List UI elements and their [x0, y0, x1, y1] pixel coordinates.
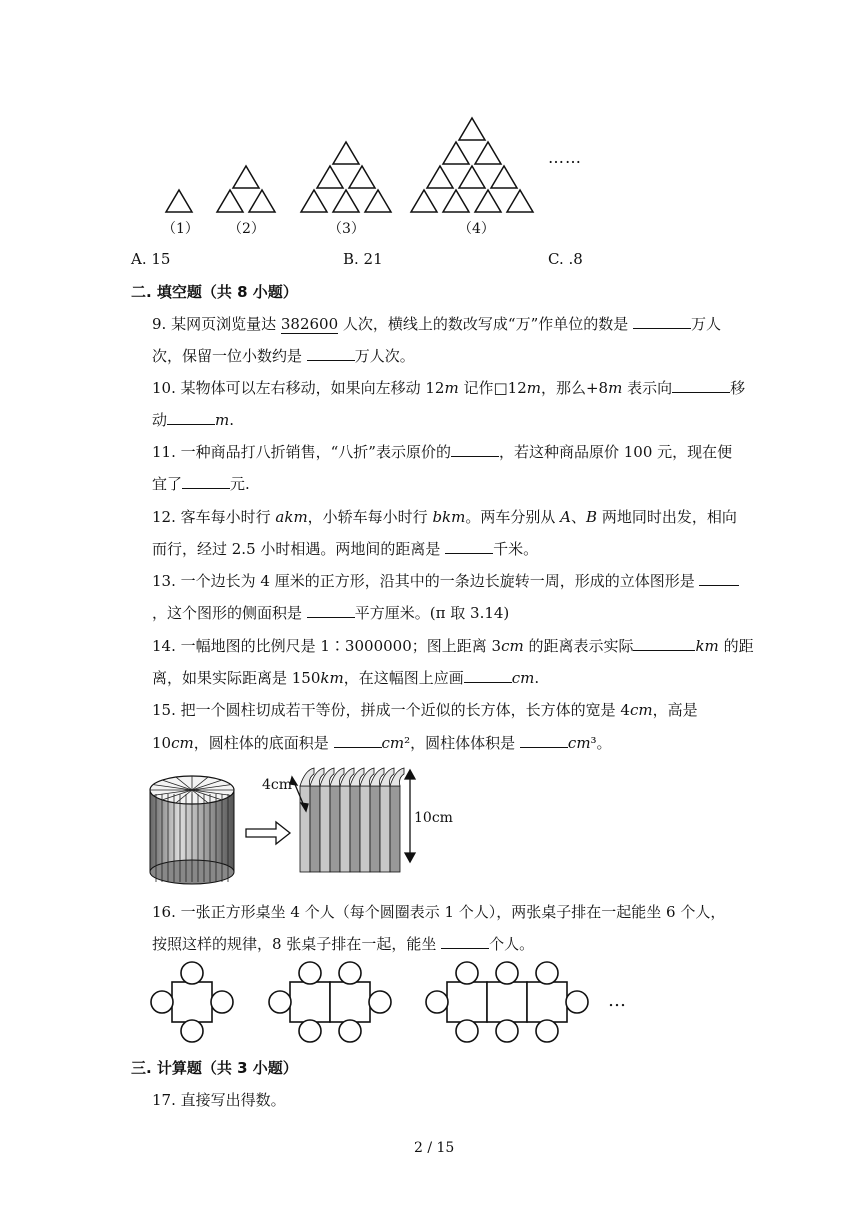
option-a: A. 15 — [131, 250, 171, 268]
seat-circle — [181, 962, 203, 984]
question-15-line-2 — [152, 733, 612, 753]
answer-blank[interactable] — [699, 571, 739, 586]
table-square — [290, 982, 330, 1022]
q15-text: ，高是 — [652, 701, 698, 719]
cuboid-slab — [380, 786, 390, 872]
triangle — [475, 190, 501, 212]
question-9-line-1 — [152, 314, 721, 334]
answer-blank[interactable] — [182, 474, 230, 489]
q15-text: ²，圆柱体体积是 — [404, 734, 520, 752]
q9-text: 人次，横线上的数改写成“万”作单位的数是 — [338, 315, 633, 333]
cuboid-slab — [330, 786, 340, 872]
figure-label-2: （2） — [228, 221, 265, 237]
question-15-line-1 — [152, 700, 698, 720]
triangle — [349, 166, 375, 188]
triangle — [459, 118, 485, 140]
question-10-line-2 — [152, 410, 234, 430]
answer-blank[interactable] — [464, 668, 512, 683]
unit-cm: cm — [567, 734, 591, 752]
triangle — [249, 190, 275, 212]
q14-text: 离，如果实际距离是 150 — [152, 669, 321, 687]
question-13-line-2 — [152, 603, 509, 623]
question-13-line-1 — [152, 571, 739, 591]
cuboid-slab — [370, 786, 380, 872]
triangle — [475, 142, 501, 164]
page-number: 2 / 15 — [414, 1140, 455, 1156]
answer-blank[interactable] — [633, 314, 691, 329]
unit-m: m — [608, 379, 623, 397]
question-16-line-1: 16. 一张正方形桌坐 4 个人（每个圆圈表示 1 个人），两张桌子排在一起能坐 6 个人， — [152, 903, 726, 921]
answer-blank[interactable] — [334, 733, 382, 748]
label-width-4cm: 4cm — [262, 777, 293, 793]
question-17: 17. 直接写出得数。 — [152, 1091, 286, 1109]
table-square — [447, 982, 487, 1022]
seat-circle — [299, 1020, 321, 1042]
figure-label-4: （4） — [458, 221, 495, 237]
figure-ellipsis: …… — [548, 148, 582, 167]
question-16-line-2 — [152, 934, 534, 954]
triangle — [166, 190, 192, 212]
question-14-line-2 — [152, 668, 539, 688]
answer-blank[interactable] — [167, 410, 215, 425]
q9-text: 9. 某网页浏览量达 — [152, 315, 281, 333]
question-12-line-1 — [152, 507, 737, 527]
triangle — [317, 166, 343, 188]
q14-text: 14. 一幅地图的比例尺是 1∶3000000；图上距离 3 — [152, 637, 502, 655]
q13-text: 平方厘米。(π 取 3.14) — [354, 604, 510, 622]
answer-blank[interactable] — [520, 733, 568, 748]
seat-circle — [536, 1020, 558, 1042]
q10-text: 表示向 — [622, 379, 673, 397]
q12-text: 两地同时出发，相向 — [597, 508, 737, 526]
q10-text: 记作□12 — [458, 379, 527, 397]
cuboid-slab — [350, 786, 360, 872]
triangle — [459, 166, 485, 188]
q14-text: 的距 — [718, 637, 754, 655]
cuboid-slab — [360, 786, 370, 872]
triangle — [233, 166, 259, 188]
var-a: A — [560, 508, 571, 526]
q10-text: 移 — [730, 379, 746, 397]
q13-text: 13. 一个边长为 4 厘米的正方形，沿其中的一条边长旋转一周，形成的立体图形是 — [152, 572, 700, 590]
question-10-line-1 — [152, 378, 745, 398]
triangle — [507, 190, 533, 212]
seat-circle — [299, 962, 321, 984]
answer-blank[interactable] — [307, 603, 355, 618]
unit-cm: cm — [171, 734, 194, 752]
question-11-line-2 — [152, 474, 250, 494]
unit-cm: cm — [501, 637, 524, 655]
q12-text: 12. 客车每小时行 — [152, 508, 276, 526]
table-square — [172, 982, 212, 1022]
section-title-fill-blank: 二. 填空题（共 8 小题） — [131, 283, 298, 301]
var-b: B — [586, 508, 598, 526]
q11-text: 宜了 — [152, 475, 183, 493]
q11-text: 元. — [230, 475, 250, 493]
answer-blank[interactable] — [307, 346, 355, 361]
var-bkm: bkm — [432, 508, 466, 526]
seat-circle — [151, 991, 173, 1013]
seat-circle — [369, 991, 391, 1013]
cuboid-slab — [390, 786, 400, 872]
q12-text: 而行，经过 2.5 小时相遇。两地间的距离是 — [152, 540, 446, 558]
q10-text: 10. 某物体可以左右移动，如果向左移动 12 — [152, 379, 445, 397]
seat-circle — [456, 1020, 478, 1042]
q11-text: 11. 一种商品打八折销售，“八折”表示原价的 — [152, 443, 451, 461]
triangle — [333, 142, 359, 164]
q16-text: 个人。 — [489, 935, 535, 953]
unit-m: m — [526, 379, 541, 397]
q12-text: 千米。 — [493, 540, 539, 558]
figure-label-1: （1） — [162, 221, 199, 237]
cylinder-shape — [150, 776, 234, 884]
seat-circle — [426, 991, 448, 1013]
question-14-line-1 — [152, 636, 754, 656]
section-title-calculation: 三. 计算题（共 3 小题） — [131, 1059, 298, 1077]
cuboid-shape — [300, 768, 404, 872]
option-c: C. .8 — [548, 250, 583, 268]
q16-text: 按照这样的规律，8 张桌子排在一起，能坐 — [152, 935, 442, 953]
table-square — [527, 982, 567, 1022]
var-akm: akm — [275, 508, 308, 526]
triangle — [443, 190, 469, 212]
q9-underlined-number: 382600 — [280, 315, 339, 333]
triangle — [217, 190, 243, 212]
q12-text: 、 — [571, 508, 587, 526]
option-b: B. 21 — [343, 250, 383, 268]
question-11-line-1 — [152, 442, 732, 462]
q12-text: 。两车分别从 — [465, 508, 561, 526]
cuboid-slab — [340, 786, 350, 872]
label-height-10cm: 10cm — [414, 810, 453, 826]
seating-ellipsis: … — [608, 990, 626, 1011]
unit-m: m — [215, 411, 230, 429]
triangle — [411, 190, 437, 212]
cylinder-to-cuboid-figure — [0, 760, 868, 900]
unit-km: km — [695, 637, 719, 655]
unit-cm: cm — [629, 701, 653, 719]
q10-text: 动 — [152, 411, 168, 429]
figure-label-3: （3） — [328, 221, 365, 237]
seat-circle — [269, 991, 291, 1013]
answer-blank[interactable] — [672, 378, 730, 393]
q9-text: 次，保留一位小数约是 — [152, 347, 307, 365]
q9-text: 万人 — [691, 315, 722, 333]
answer-blank[interactable] — [441, 934, 489, 949]
seat-circle — [566, 991, 588, 1013]
answer-blank[interactable] — [451, 442, 499, 457]
triangle — [443, 142, 469, 164]
unit-km: km — [320, 669, 344, 687]
q9-text: 万人次。 — [354, 347, 415, 365]
q11-text: ，若这种商品原价 100 元，现在便 — [498, 443, 733, 461]
triangle — [333, 190, 359, 212]
triangle — [301, 190, 327, 212]
question-9-line-2 — [152, 346, 415, 366]
q13-text: ，这个图形的侧面积是 — [152, 604, 307, 622]
seat-circle — [496, 962, 518, 984]
q12-text: ，小轿车每小时行 — [307, 508, 433, 526]
q15-text: 10 — [152, 734, 172, 752]
triangle-pattern-figure — [0, 0, 868, 240]
q14-text: 的距离表示实际 — [523, 637, 634, 655]
cuboid-slab — [310, 786, 320, 872]
table-square — [330, 982, 370, 1022]
seat-circle — [181, 1020, 203, 1042]
triangle — [365, 190, 391, 212]
answer-blank[interactable] — [633, 636, 695, 651]
unit-cm: cm — [381, 734, 405, 752]
seat-circle — [496, 1020, 518, 1042]
cuboid-slab — [320, 786, 330, 872]
arrow-icon — [246, 822, 290, 844]
table-seating-figure — [0, 955, 868, 1065]
table-square — [487, 982, 527, 1022]
q14-text: ，在这幅图上应画 — [343, 669, 464, 687]
answer-blank[interactable] — [445, 539, 493, 554]
seat-circle — [211, 991, 233, 1013]
q15-text: ³。 — [590, 734, 612, 752]
q10-text: ，那么+8 — [540, 379, 609, 397]
seat-circle — [536, 962, 558, 984]
triangle — [427, 166, 453, 188]
q14-text: . — [534, 669, 540, 687]
seat-circle — [456, 962, 478, 984]
q10-text: . — [229, 411, 235, 429]
seat-circle — [339, 962, 361, 984]
unit-cm: cm — [511, 669, 535, 687]
q15-text: 15. 把一个圆柱切成若干等份，拼成一个近似的长方体，长方体的宽是 4 — [152, 701, 630, 719]
seat-circle — [339, 1020, 361, 1042]
q15-text: ，圆柱体的底面积是 — [193, 734, 334, 752]
question-12-line-2 — [152, 539, 538, 559]
triangle — [491, 166, 517, 188]
unit-m: m — [444, 379, 459, 397]
